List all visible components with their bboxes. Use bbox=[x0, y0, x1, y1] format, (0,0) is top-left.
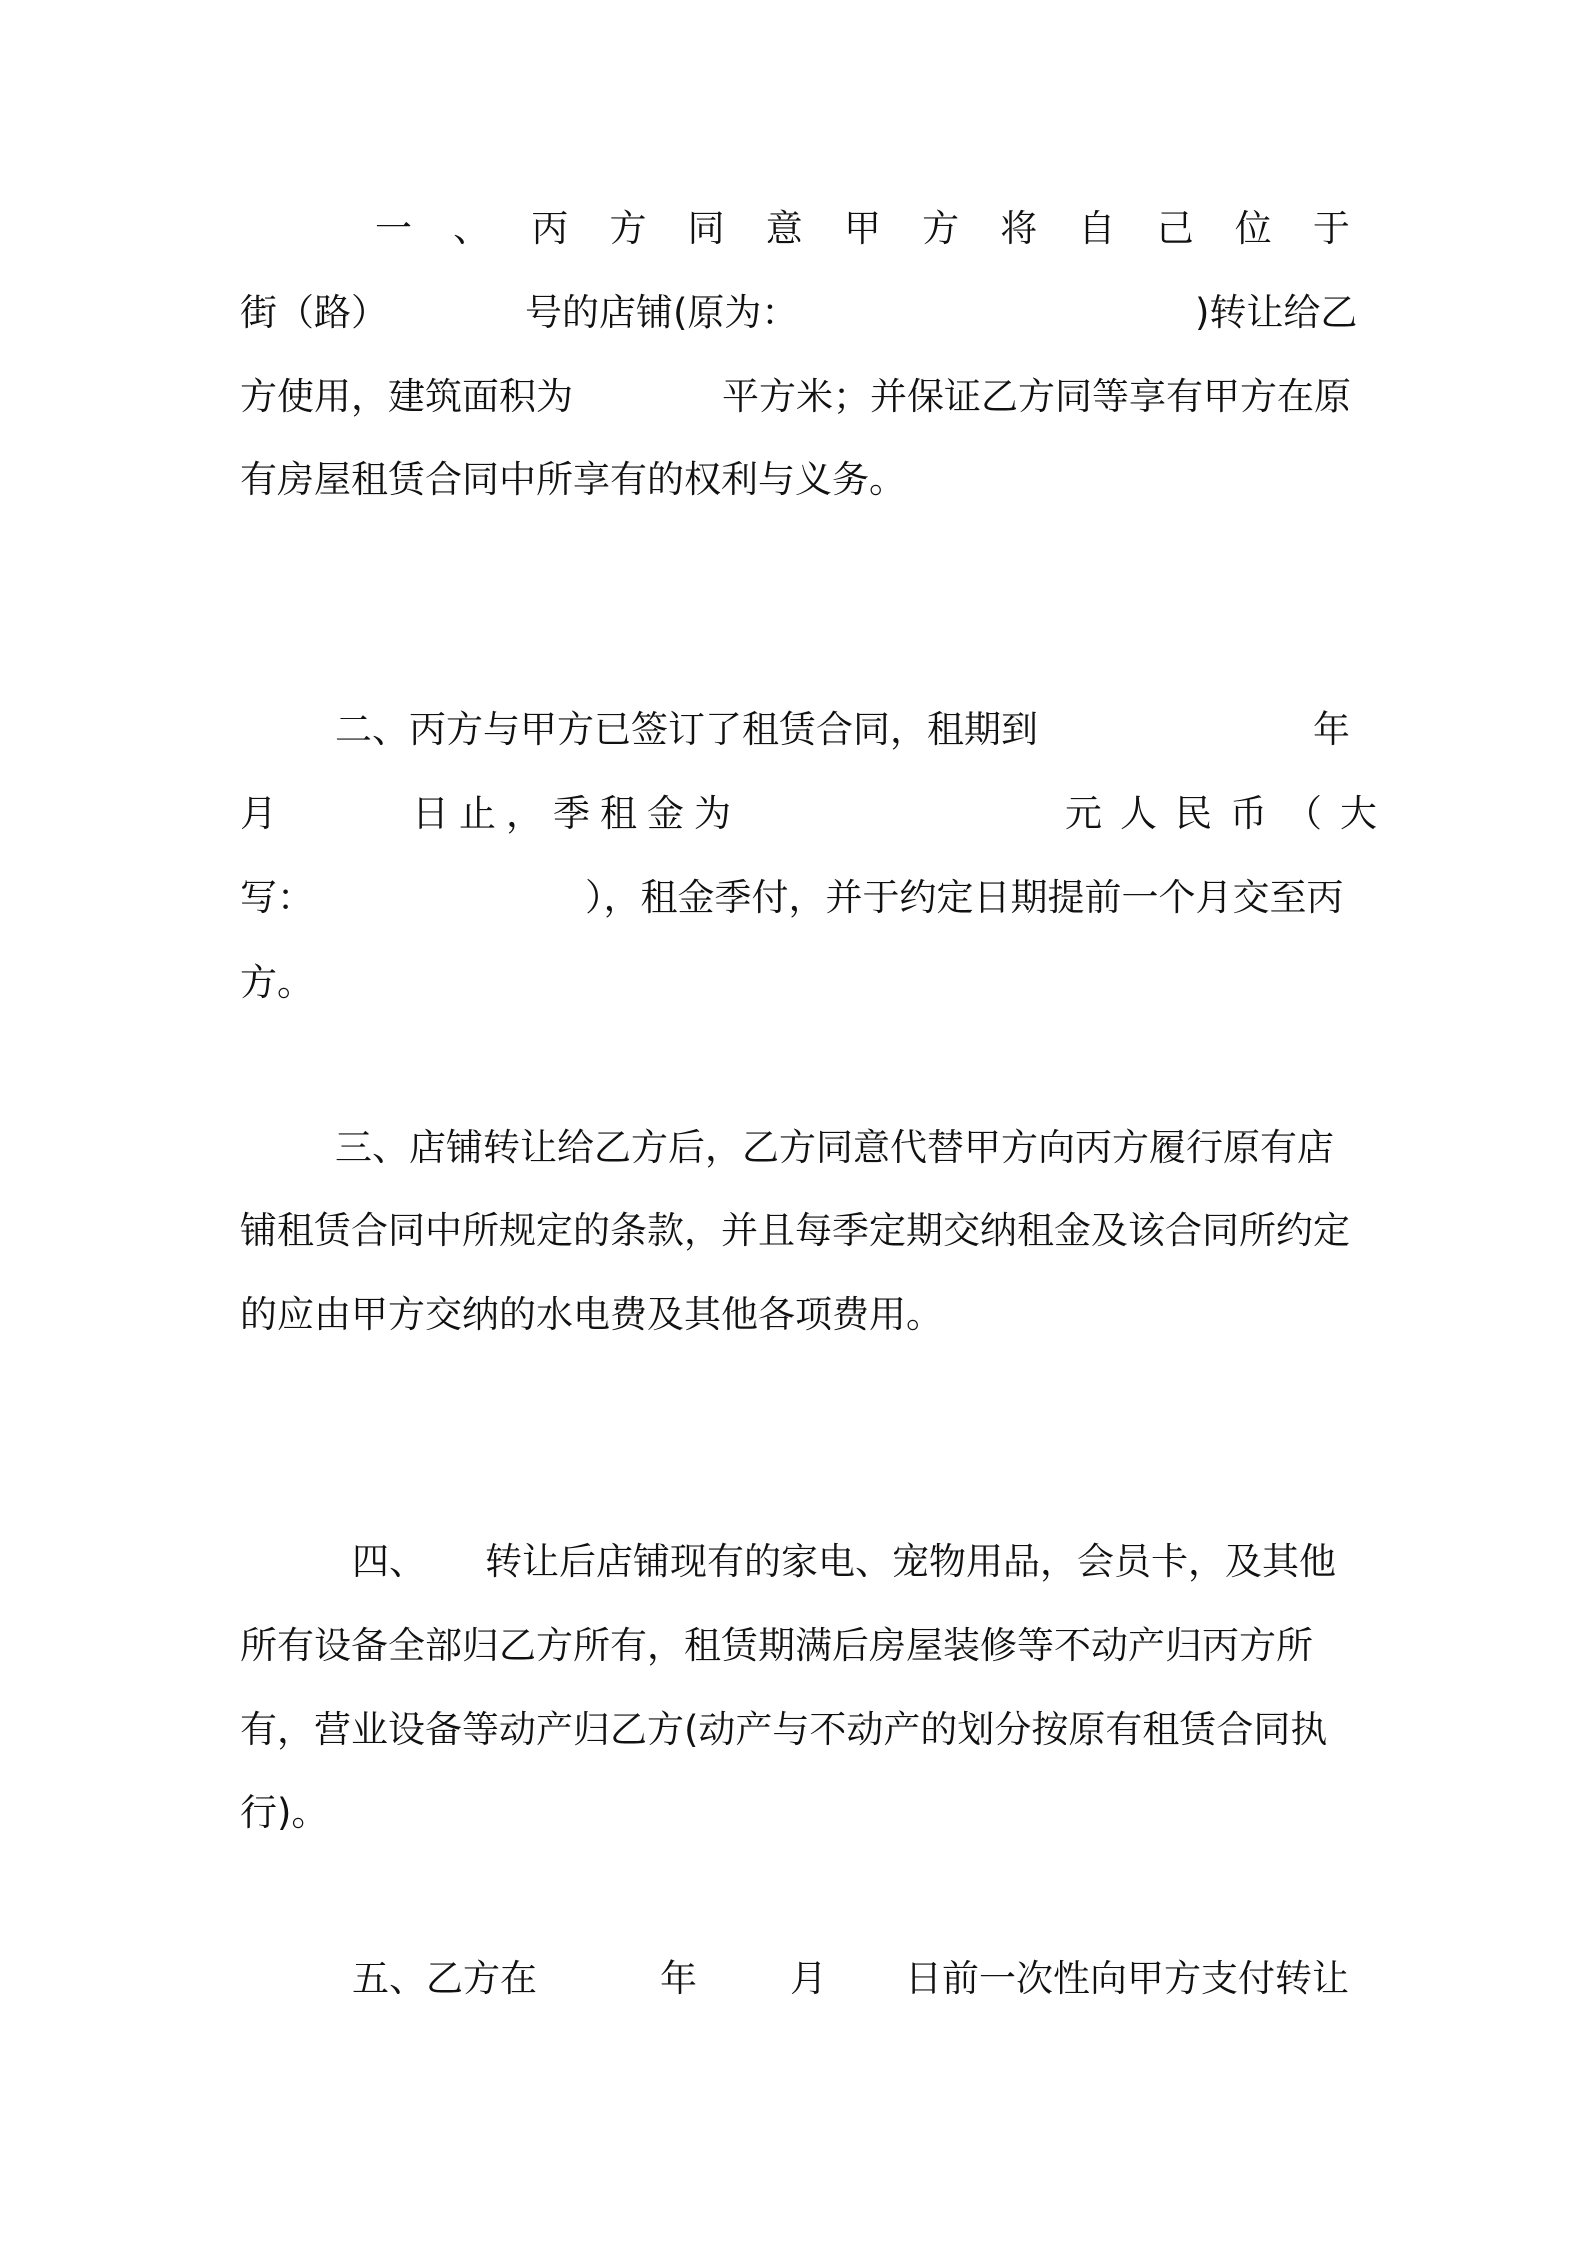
clause-1-line-4 bbox=[240, 450, 1350, 510]
lease-term-label: 二、丙方与甲方已签订了租赁合同，租期到 bbox=[335, 708, 1038, 751]
heading-char: 同 bbox=[687, 207, 725, 250]
clause-5-line-1 bbox=[240, 1949, 1350, 2009]
area-unit-text: 平方米；并保证乙方同等享有甲方在原 bbox=[722, 375, 1351, 418]
capital-amount-label: 写： bbox=[240, 876, 314, 919]
clause-3-text-1: 三、店铺转让给乙方后，乙方同意代替甲方向丙方履行原有店 bbox=[335, 1126, 1334, 1169]
heading-char: 方 bbox=[922, 207, 960, 250]
shop-number-label: 号的店铺(原为： bbox=[525, 291, 799, 334]
clause-1-line-3 bbox=[240, 367, 1350, 427]
clause-2-line-3 bbox=[240, 868, 1350, 928]
clause-3-text-2: 铺租赁合同中所规定的条款，并且每季定期交纳租金及该合同所约定 bbox=[240, 1209, 1350, 1252]
clause-4-line-1 bbox=[240, 1532, 1350, 1592]
street-label: 街（路） bbox=[240, 291, 388, 334]
payment-year-label: 年 bbox=[660, 1957, 697, 2000]
clause-3-text-3: 的应由甲方交纳的水电费及其他各项费用。 bbox=[240, 1293, 943, 1336]
clause-4-text-4: 行)。 bbox=[240, 1791, 329, 1834]
payment-month-label: 月 bbox=[790, 1957, 827, 2000]
heading-char: 方 bbox=[609, 207, 647, 250]
month-label: 月 bbox=[240, 792, 277, 835]
heading-char: 位 bbox=[1234, 207, 1272, 250]
clause-4-number: 四、 bbox=[352, 1540, 426, 1583]
rent-payment-text: ），租金季付，并于约定日期提前一个月交至丙 bbox=[585, 876, 1344, 919]
clause-1-heading-spread bbox=[375, 199, 1350, 259]
heading-char: 自 bbox=[1078, 207, 1116, 250]
clause-4-text-2: 所有设备全部归乙方所有，租赁期满后房屋装修等不动产归丙方所 bbox=[240, 1624, 1313, 1667]
clause-3-line-3 bbox=[240, 1285, 1350, 1345]
heading-char: 己 bbox=[1156, 207, 1194, 250]
heading-char: 甲 bbox=[843, 207, 881, 250]
clause-4-line-3 bbox=[240, 1700, 1350, 1760]
clause-4-line-2 bbox=[240, 1616, 1350, 1676]
clause-1-line-1 bbox=[240, 199, 1350, 259]
area-label: 方使用，建筑面积为 bbox=[240, 375, 573, 418]
heading-char: 丙 bbox=[531, 207, 569, 250]
clause-4-text-1: 转让后店铺现有的家电、宠物用品，会员卡，及其他 bbox=[485, 1540, 1336, 1583]
heading-char: 意 bbox=[765, 207, 803, 250]
year-label: 年 bbox=[1313, 708, 1350, 751]
clause-4-text-3: 有，营业设备等动产归乙方(动产与不动产的划分按原有租赁合同执 bbox=[240, 1708, 1328, 1751]
heading-char: 将 bbox=[1000, 207, 1038, 250]
clause-2-line-2 bbox=[240, 784, 1395, 844]
heading-char: 、 bbox=[453, 207, 491, 250]
rmb-label: 元人民币（大 bbox=[1065, 792, 1395, 835]
transfer-to-label: )转让给乙 bbox=[1195, 291, 1358, 334]
clause-3-line-2 bbox=[240, 1201, 1350, 1261]
payment-party-label: 五、乙方在 bbox=[352, 1957, 537, 2000]
clause-1-line-2 bbox=[240, 283, 1358, 343]
clause-1-text: 有房屋租赁合同中所享有的权利与义务。 bbox=[240, 458, 906, 501]
heading-char: 于 bbox=[1312, 207, 1350, 250]
quarterly-rent-label: 日止，季租金为 bbox=[412, 792, 741, 835]
heading-char: 一 bbox=[375, 207, 412, 250]
clause-2-end-text: 方。 bbox=[240, 961, 314, 1004]
clause-3-line-1 bbox=[240, 1118, 1350, 1178]
clause-4-line-4 bbox=[240, 1783, 1350, 1843]
clause-2-line-4 bbox=[240, 953, 1350, 1013]
payment-deadline-text: 日前一次性向甲方支付转让 bbox=[905, 1957, 1349, 2000]
clause-2-line-1 bbox=[240, 700, 1350, 760]
